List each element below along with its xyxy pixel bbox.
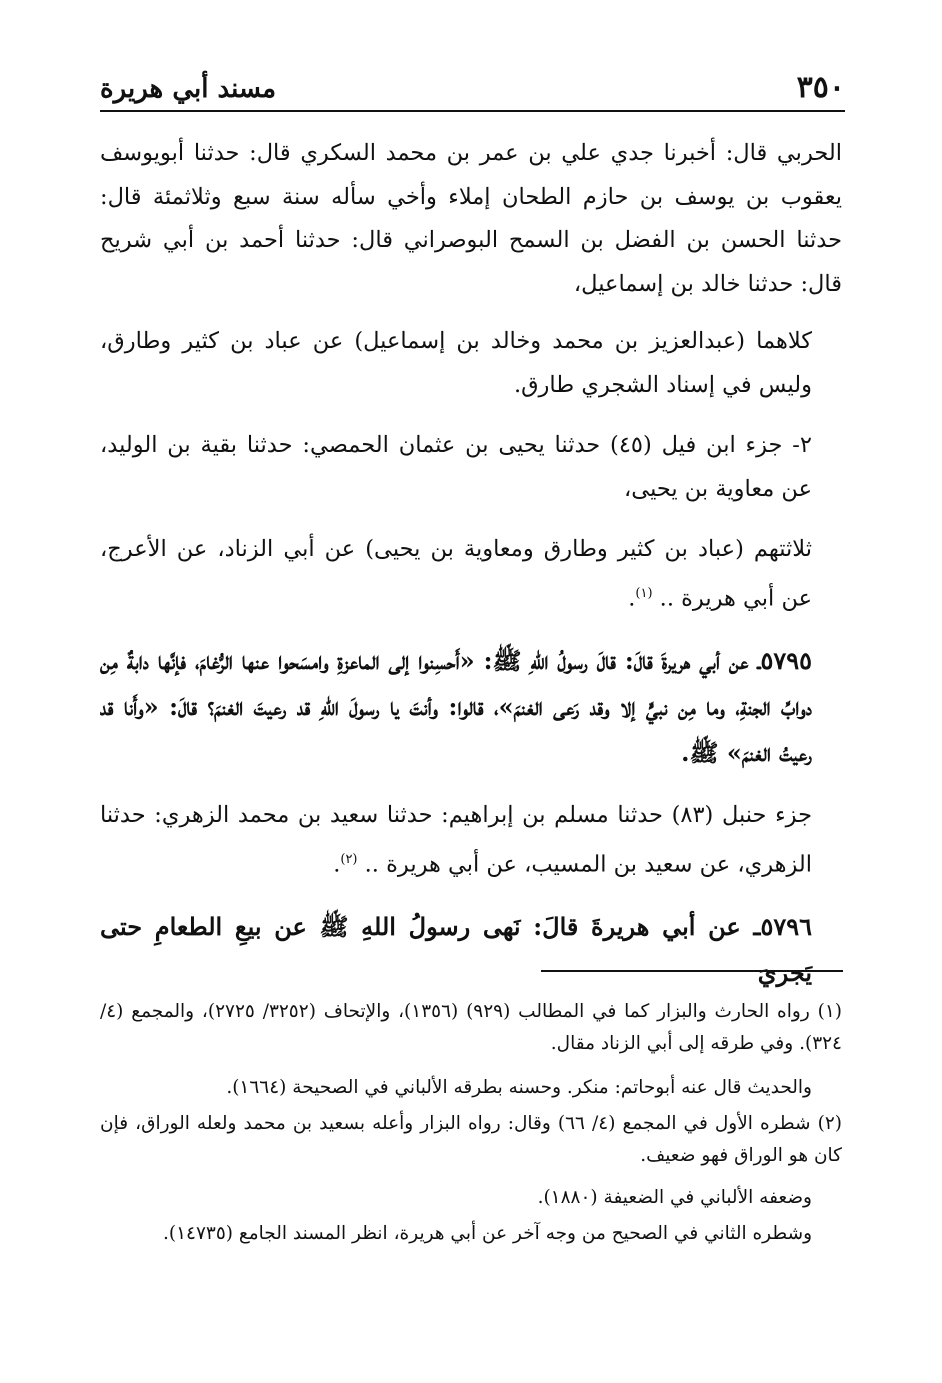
paragraph-source-2: ٢- جزء ابن فيل (٤٥) حدثنا يحيى بن عثمان الحمصي: حدثنا بقية بن الوليد، عن معاوية بن يحيى، bbox=[100, 432, 813, 502]
page-number: ٣٥٠ bbox=[796, 70, 845, 105]
header-rule bbox=[100, 110, 845, 112]
paragraph-source-5795-text: جزء حنبل (٨٣) حدثنا مسلم بن إبراهيم: حدثنا سعيد بن محمد الزهري: حدثنا الزهري، عن سعيد بن المسيب، عن أبي هريرة .. bbox=[100, 802, 812, 877]
paragraph-isnad-3-text: ثلاثتهم (عباد بن كثير وطارق ومعاوية بن يحيى) عن أبي الزناد، عن الأعرج، عن أبي هريرة .. bbox=[100, 536, 812, 611]
footnote-1: (١) رواه الحارث والبزار كما في المطالب (٩٢٩) (١٣٥٦)، والإتحاف (٣٢٥٢/ ٢٧٢٥)، والمجمع (٤/ ٣٢٤). وفي طرقه إلى أبي الزناد مقال. bbox=[100, 1001, 842, 1054]
footnote-2-continued-2: وشطره الثاني في الصحيح من وجه آخر عن أبي هريرة، انظر المسند الجامع (١٤٧٣٥). bbox=[162, 1223, 812, 1244]
running-header bbox=[100, 68, 845, 108]
hadith-5796: ٥٧٩٦ـ عن أبي هريرةَ قالَ: نَهى رسولُ اللهِ ﷺ عن بيعِ الطعامِ حتى يَجريَ bbox=[100, 912, 812, 987]
footnote-2-continued-1: وضعفه الألباني في الضعيفة (١٨٨٠). bbox=[537, 1187, 812, 1208]
book-title: مسند أبي هريرة bbox=[100, 74, 277, 104]
footnote-ref-2: (٢) bbox=[340, 851, 358, 867]
paragraph-isnad-1: الحربي قال: أخبرنا جدي علي بن عمر بن محمد السكري قال: حدثنا أبويوسف يعقوب بن يوسف بن حازم الطحان إملاء وأخي سأله سنة سبع وثلاثمئة قال: حدثنا الحسن بن الفضل بن السمح البوصراني قال: حدثنا أحمد بن أبي شريح قال: حدثنا خالد بن إسماعيل، bbox=[100, 140, 842, 297]
paragraph-source-5795: جزء حنبل (٨٣) حدثنا مسلم بن إبراهيم: حدثنا سعيد بن محمد الزهري: حدثنا الزهري، عن سعيد بن المسيب، عن أبي هريرة .. $^{(٢)}$. bbox=[100, 802, 812, 877]
paragraph-isnad-2: كلاهما (عبدالعزيز بن محمد وخالد بن إسماعيل) عن عباد بن كثير وطارق، وليس في إسناد الشجري طارق. bbox=[100, 328, 812, 398]
footnote-rule bbox=[541, 970, 843, 972]
footnote-2: (٢) شطره الأول في المجمع (٤/ ٦٦) وقال: رواه البزار وأعله بسعيد بن محمد ولعله الوراق، فإن كان هو الوراق فهو ضعيف. bbox=[100, 1113, 842, 1166]
paragraph-isnad-3: ثلاثتهم (عباد بن كثير وطارق ومعاوية بن يحيى) عن أبي الزناد، عن الأعرج، عن أبي هريرة .. $^{(١)}$. bbox=[100, 536, 812, 611]
hadith-5795: ٥٧٩٥ـ عن أبي هريرةَ قالَ: قالَ رسولُ اللهِ ﷺ: «أَحسِنوا إلى الماعزةِ وامسَحوا عنها الرُّغامَ، فإنَّها دابةٌ مِن دوابِّ الجنةِ، وما مِن نبيٍّ إلا وقد رَعى الغنمَ»، قالوا: وأنتَ يا رسولَ اللهِ قد رعيتَ الغنمَ؟ قالَ: «وأَنا قد رعيتُ الغنمَ» ﷺ. bbox=[100, 646, 812, 767]
footnote-1-continued: والحديث قال عنه أبوحاتم: منكر. وحسنه بطرقه الألباني في الصحيحة (١٦٦٤). bbox=[226, 1077, 812, 1098]
footnote-ref-1: (١) bbox=[635, 585, 653, 601]
